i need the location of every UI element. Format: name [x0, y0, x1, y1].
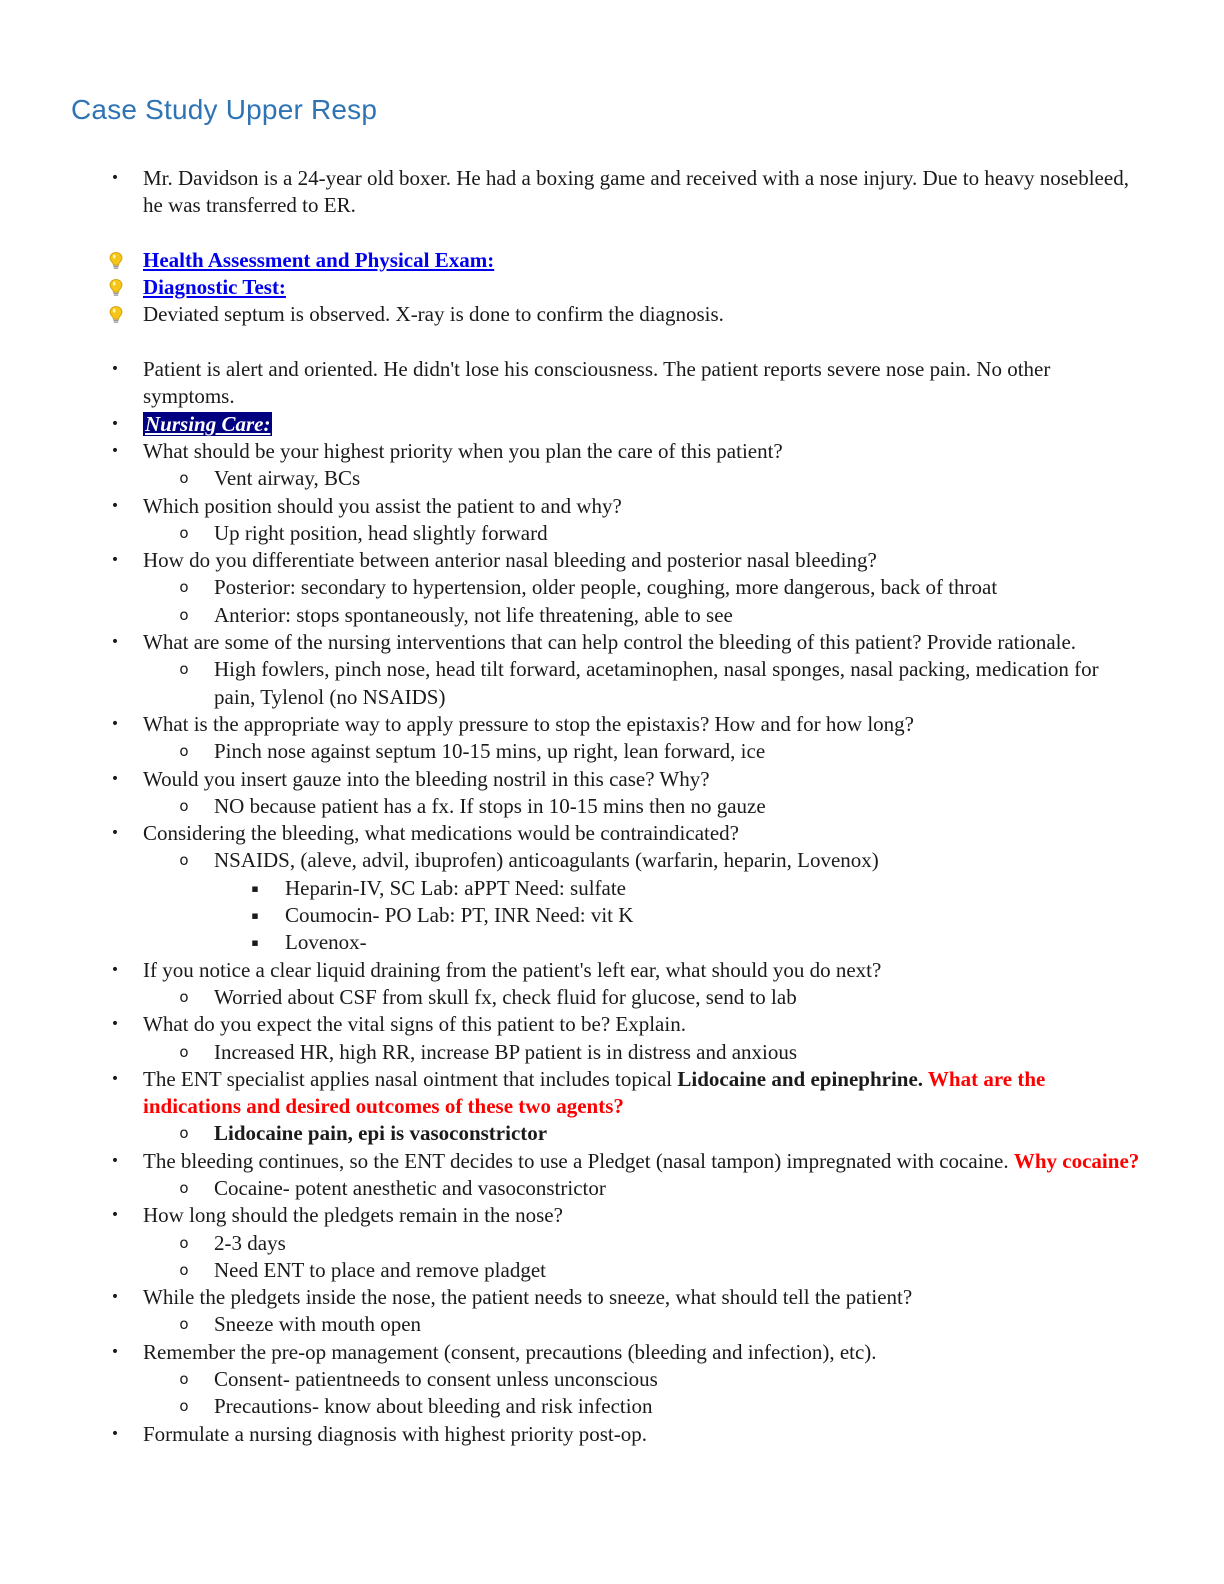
bullet-bullet-icon: •: [110, 497, 120, 514]
item-text: NSAIDS, (aleve, advil, ibuprofen) anticoagulants (warfarin, heparin, Lovenox): [214, 848, 879, 873]
list-item: [0, 1284, 1143, 1311]
sub-list-item: [0, 984, 1134, 1011]
circle-bullet-icon: o: [179, 796, 189, 815]
bullet-bullet-icon: •: [110, 715, 120, 732]
blank-line: [0, 329, 1224, 356]
sub-list-item: [0, 793, 1134, 820]
bullet-bullet-icon: •: [110, 1207, 120, 1224]
sub-list-item: [0, 847, 1134, 874]
bold-text: Lidocaine and epinephrine.: [677, 1066, 924, 1091]
list-item: [0, 629, 1143, 656]
bullet-bullet-icon: •: [110, 1289, 120, 1306]
bullet-bullet-icon: •: [110, 1152, 120, 1169]
list-item: [0, 547, 1143, 574]
list-item: [0, 1011, 1143, 1038]
item-text: Lovenox-: [285, 930, 367, 955]
item-text: What is the appropriate way to apply pressure to stop the epistaxis? How and for how long?: [143, 711, 914, 736]
item-text: Posterior: secondary to hypertension, older people, coughing, more dangerous, back of throat: [214, 575, 998, 600]
item-text: Consent- patientneeds to consent unless unconscious: [214, 1367, 658, 1392]
sub-list-item: [0, 574, 1134, 601]
bullet-bullet-icon: •: [110, 634, 120, 651]
list-item: [0, 711, 1143, 738]
item-text: Considering the bleeding, what medications would be contraindicated?: [143, 821, 739, 846]
sub-list-item: [0, 1257, 1134, 1284]
sub-list-item: [0, 656, 1134, 711]
highlighted-heading[interactable]: Nursing Care:: [145, 411, 271, 436]
circle-bullet-icon: o: [179, 523, 189, 542]
bullet-bullet-icon: •: [110, 1070, 120, 1087]
bullet-bullet-icon: •: [110, 361, 120, 378]
sub-list-item: [0, 1366, 1134, 1393]
sub-list-item: [0, 1120, 1134, 1147]
lightbulb-icon: [107, 278, 125, 298]
list-item: [0, 1066, 1143, 1121]
sub-sub-list-item: [0, 875, 1135, 902]
item-text: Sneeze with mouth open: [214, 1312, 422, 1337]
circle-bullet-icon: o: [179, 1315, 189, 1334]
bullet-bullet-icon: •: [110, 442, 120, 459]
bullet-bullet-icon: •: [110, 825, 120, 842]
list-item: [0, 1202, 1143, 1229]
bullet-bullet-icon: •: [110, 415, 120, 432]
document-body: [0, 165, 1224, 1448]
item-text: Remember the pre-op management (consent, precautions (bleeding and infection), etc).: [143, 1339, 877, 1364]
item-text: What do you expect the vital signs of this patient to be? Explain.: [143, 1012, 686, 1037]
circle-bullet-icon: o: [179, 1042, 189, 1061]
circle-bullet-icon: o: [179, 660, 189, 679]
item-text: NO because patient has a fx. If stops in 10-15 mins then no gauze: [214, 793, 766, 818]
item-text: Vent airway, BCs: [214, 466, 361, 491]
item-text: What should be your highest priority when you plan the care of this patient?: [143, 438, 783, 463]
item-text: Heparin-IV, SC Lab: aPPT Need: sulfate: [285, 875, 626, 900]
item-text: The ENT specialist applies nasal ointment that includes topical: [143, 1066, 678, 1091]
circle-bullet-icon: o: [179, 469, 189, 488]
item-text: Would you insert gauze into the bleeding nostril in this case? Why?: [143, 766, 710, 791]
bullet-bullet-icon: •: [110, 170, 120, 186]
heading-link[interactable]: Health Assessment and Physical Exam:: [143, 247, 495, 272]
circle-bullet-icon: o: [179, 987, 189, 1006]
item-text: Formulate a nursing diagnosis with highest priority post-op.: [143, 1421, 647, 1446]
item-text: Anterior: stops spontaneously, not life threatening, able to see: [214, 602, 733, 627]
list-item: [0, 247, 1143, 274]
circle-bullet-icon: o: [179, 578, 189, 597]
bullet-bullet-icon: •: [110, 961, 120, 978]
circle-bullet-icon: o: [179, 742, 189, 761]
item-text: Coumocin- PO Lab: PT, INR Need: vit K: [285, 903, 634, 928]
square-bullet-icon: ▪: [251, 936, 259, 950]
item-text: Which position should you assist the patient to and why?: [143, 493, 622, 518]
list-item: [0, 1339, 1143, 1366]
sub-list-item: [0, 602, 1134, 629]
item-text: 2-3 days: [214, 1230, 286, 1255]
item-text: Precautions- know about bleeding and risk infection: [214, 1394, 653, 1419]
page-title: Case Study Upper Resp: [71, 94, 378, 125]
sub-list-item: [0, 1311, 1134, 1338]
item-text: Increased HR, high RR, increase BP patient is in distress and anxious: [214, 1039, 798, 1064]
emphasis-question-text: Why cocaine?: [1013, 1148, 1140, 1173]
bold-text: Lidocaine pain, epi is vasoconstrictor: [214, 1121, 548, 1146]
item-text: The bleeding continues, so the ENT decides to use a Pledget (nasal tampon) impregnated with cocaine.: [143, 1148, 1014, 1173]
list-item: [0, 165, 1143, 220]
circle-bullet-icon: o: [179, 1370, 189, 1389]
circle-bullet-icon: o: [179, 1397, 189, 1416]
circle-bullet-icon: o: [179, 1233, 189, 1252]
sub-list-item: [0, 1175, 1134, 1202]
list-item: [0, 820, 1143, 847]
list-item: [0, 957, 1143, 984]
circle-bullet-icon: o: [179, 605, 189, 624]
list-item: [0, 766, 1143, 793]
circle-bullet-icon: o: [179, 851, 189, 870]
sub-sub-list-item: [0, 902, 1135, 929]
item-text: What are some of the nursing interventions that can help control the bleeding of this patient? Provide rationale.: [143, 630, 1077, 655]
item-text: Mr. Davidson is a 24-year old boxer. He had a boxing game and received with a nose injury. Due to heavy nosebleed, he was transferred to ER.: [143, 166, 1129, 218]
square-bullet-icon: ▪: [251, 881, 259, 895]
list-item: [0, 356, 1143, 411]
sub-list-item: [0, 465, 1134, 492]
lightbulb-icon: [107, 251, 125, 271]
circle-bullet-icon: o: [179, 1124, 189, 1143]
item-text: If you notice a clear liquid draining from the patient's left ear, what should you do next?: [143, 957, 882, 982]
item-text: Cocaine- potent anesthetic and vasoconstrictor: [214, 1175, 606, 1200]
item-text: Need ENT to place and remove pladget: [214, 1257, 546, 1282]
bullet-bullet-icon: •: [110, 552, 120, 569]
sub-list-item: [0, 738, 1134, 765]
item-text: Deviated septum is observed. X-ray is done to confirm the diagnosis.: [143, 302, 724, 327]
bullet-bullet-icon: •: [110, 770, 120, 787]
item-text: Up right position, head slightly forward: [214, 520, 548, 545]
item-text: Patient is alert and oriented. He didn't lose his consciousness. The patient reports severe nose pain. No other symptoms.: [143, 357, 1051, 409]
list-item: [0, 1421, 1143, 1448]
blank-line: [0, 220, 1224, 247]
sub-sub-list-item: [0, 929, 1135, 956]
sub-list-item: [0, 1230, 1134, 1257]
list-item: [0, 301, 1143, 328]
item-text: How do you differentiate between anterior nasal bleeding and posterior nasal bleeding?: [143, 548, 877, 573]
list-item: [0, 438, 1143, 465]
list-item: [0, 1148, 1143, 1175]
lightbulb-icon: [107, 305, 125, 325]
sub-list-item: [0, 520, 1134, 547]
bullet-bullet-icon: •: [110, 1425, 120, 1442]
heading-link[interactable]: Diagnostic Test:: [143, 275, 286, 300]
item-text: How long should the pledgets remain in the nose?: [143, 1203, 563, 1228]
bullet-bullet-icon: •: [110, 1016, 120, 1033]
list-item: [0, 274, 1143, 301]
circle-bullet-icon: o: [179, 1178, 189, 1197]
sub-list-item: [0, 1039, 1134, 1066]
item-text: While the pledgets inside the nose, the patient needs to sneeze, what should tell the patient?: [143, 1285, 913, 1310]
emphasis-question-text: What are the indications and desired outcomes of these two agents?: [143, 1066, 1046, 1119]
list-item: [0, 411, 1143, 438]
square-bullet-icon: ▪: [251, 909, 259, 923]
item-text: High fowlers, pinch nose, head tilt forward, acetaminophen, nasal sponges, nasal packing, medication for pain, Tylenol (no NSAIDS): [214, 657, 1099, 709]
circle-bullet-icon: o: [179, 1260, 189, 1279]
item-text: Worried about CSF from skull fx, check fluid for glucose, send to lab: [214, 984, 797, 1009]
bullet-bullet-icon: •: [110, 1343, 120, 1360]
item-text: Pinch nose against septum 10-15 mins, up right, lean forward, ice: [214, 739, 766, 764]
sub-list-item: [0, 1393, 1134, 1420]
list-item: [0, 493, 1143, 520]
